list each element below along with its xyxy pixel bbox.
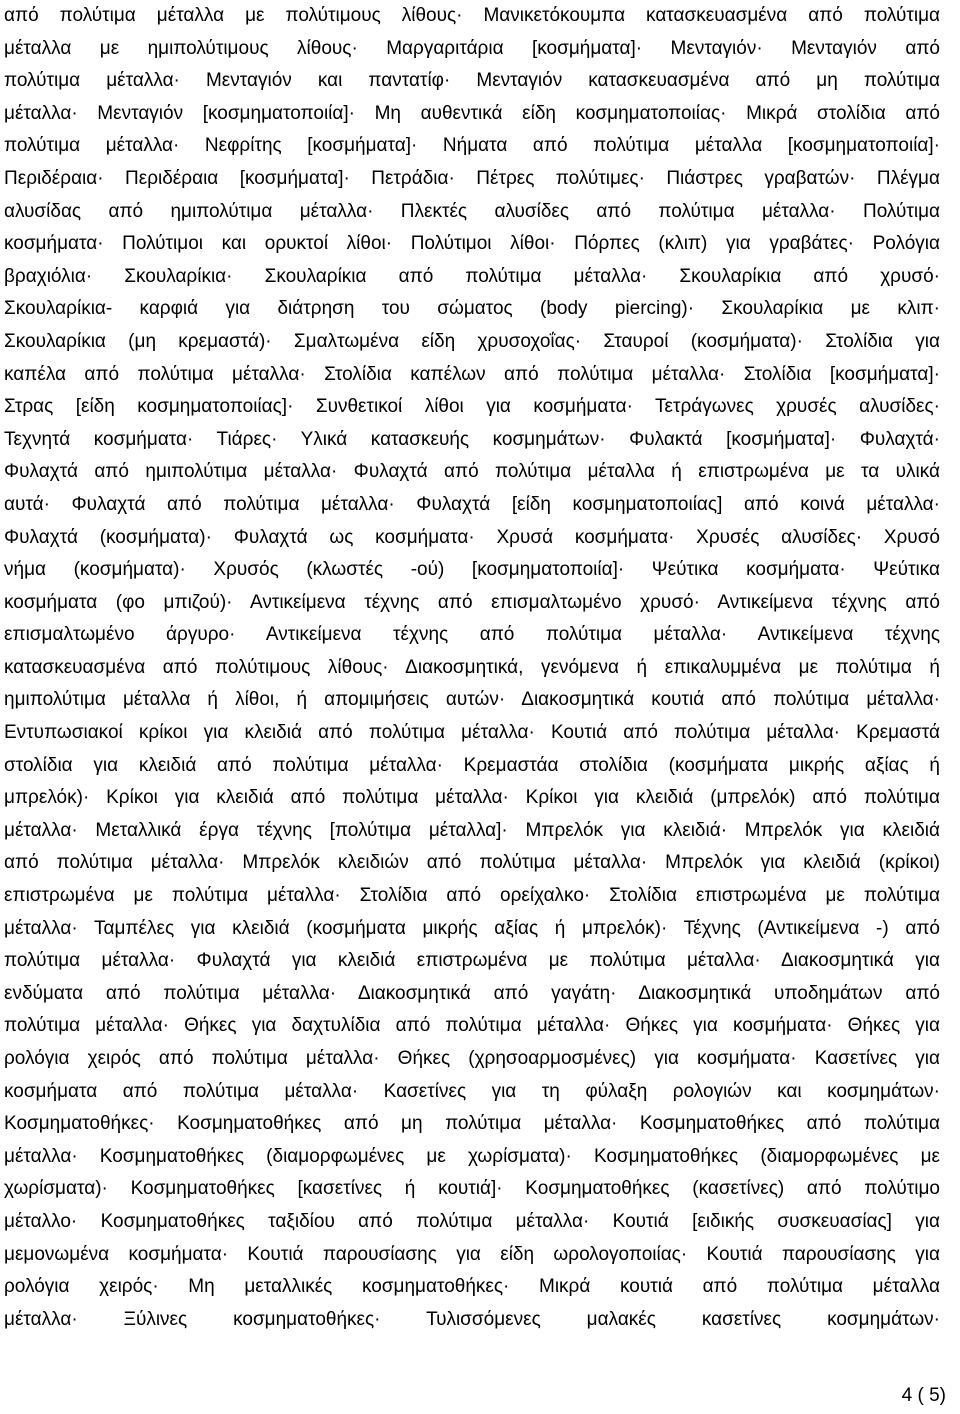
text-line: μέταλλο· Κοσμηματοθήκες ταξιδίου από πολύτιμα μέταλλα· Κουτιά [ειδικής συσκευασίας] για: [4, 1210, 940, 1232]
text-line: ενδύματα από πολύτιμα μέταλλα· Διακοσμητικά από γαγάτη· Διακοσμητικά υποδημάτων από: [4, 982, 940, 1004]
text-line: Φυλαχτά (κοσμήματα)· Φυλαχτά ως κοσμήματα· Χρυσά κοσμήματα· Χρυσές αλυσίδες· Χρυσό: [4, 526, 940, 548]
page-number: 4 ( 5): [901, 1385, 946, 1406]
text-line: από πολύτιμα μέταλλα με πολύτιμους λίθους· Μανικετόκουμπα κατασκευασμένα από πολύτιμα: [4, 5, 940, 26]
text-line: βραχιόλια· Σκουλαρίκια· Σκουλαρίκια από πολύτιμα μέταλλα· Σκουλαρίκια από χρυσό·: [4, 265, 940, 287]
text-line: κοσμήματα· Πολύτιμοι και ορυκτοί λίθοι· Πολύτιμοι λίθοι· Πόρπες (κλιπ) για γραβάτες· Ρολόγια: [4, 233, 940, 255]
text-line: κοσμήματα (φο μπιζού)· Αντικείμενα τέχνης από επισμαλτωμένο χρυσό· Αντικείμενα τέχνης από: [4, 591, 940, 613]
text-line: κατασκευασμένα από πολύτιμους λίθους· Διακοσμητικά, γενόμενα ή επικαλυμμένα με πολύτιμα ή: [4, 656, 940, 678]
text-line: καπέλα από πολύτιμα μέταλλα· Στολίδια καπέλων από πολύτιμα μέταλλα· Στολίδια [κοσμήματα]·: [4, 363, 940, 385]
text-line: μέταλλα· Ξύλινες κοσμηματοθήκες· Τυλισσόμενες μαλακές κασετίνες κοσμημάτων·: [4, 1308, 940, 1330]
text-line: μέταλλα· Μεταλλικά έργα τέχνης [πολύτιμα μέταλλα]· Μπρελόκ για κλειδιά· Μπρελόκ για κλειδιά: [4, 819, 940, 841]
text-line: νήμα (κοσμήματα)· Χρυσός (κλωστές -ού) [κοσμηματοποιία]· Ψεύτικα κοσμήματα· Ψεύτικα: [4, 559, 940, 581]
text-line: Φυλαχτά από ημιπολύτιμα μέταλλα· Φυλαχτά από πολύτιμα μέταλλα ή επιστρωμένα με τα υλικά: [4, 461, 940, 483]
text-line: μέταλλα· Ταμπέλες για κλειδιά (κοσμήματα μικρής αξίας ή μπρελόκ)· Τέχνης (Αντικείμενα -) από: [4, 917, 940, 939]
text-line: από πολύτιμα μέταλλα· Μπρελόκ κλειδιών από πολύτιμα μέταλλα· Μπρελόκ για κλειδιά (κρίκοι): [4, 852, 940, 874]
body-text: [4, 0, 940, 1369]
text-line: ημιπολύτιμα μέταλλα ή λίθοι, ή απομιμήσεις αυτών· Διακοσμητικά κουτιά από πολύτιμα μέταλλα·: [4, 689, 940, 711]
text-line: ρολόγια χειρός· Μη μεταλλικές κοσμηματοθήκες· Μικρά κουτιά από πολύτιμα μέταλλα: [4, 1276, 940, 1298]
text-line: ρολόγια χειρός από πολύτιμα μέταλλα· Θήκες (χρησοαρμοσμένες) για κοσμήματα· Κασετίνες για: [4, 1048, 940, 1069]
text-line: πολύτιμα μέταλλα· Φυλαχτά για κλειδιά επιστρωμένα με πολύτιμα μέταλλα· Διακοσμητικά για: [4, 950, 940, 972]
text-line: μέταλλα με ημιπολύτιμους λίθους· Μαργαριτάρια [κοσμήματα]· Μενταγιόν· Μενταγιόν από: [4, 37, 940, 59]
text-line: μπρελόκ)· Κρίκοι για κλειδιά από πολύτιμα μέταλλα· Κρίκοι για κλειδιά (μπρελόκ) από πολύτιμα: [4, 787, 940, 809]
text-line: πολύτιμα μέταλλα· Νεφρίτης [κοσμήματα]· Νήματα από πολύτιμα μέταλλα [κοσμηματοποιία]·: [4, 135, 940, 157]
text-line: μέταλλα· Κοσμηματοθήκες (διαμορφωμένες με χωρίσματα)· Κοσμηματοθήκες (διαμορφωμένες με: [4, 1145, 940, 1167]
text-line: χωρίσματα)· Κοσμηματοθήκες [κασετίνες ή κουτιά]· Κοσμηματοθήκες (κασετίνες) από πολύτιμο: [4, 1178, 940, 1200]
text-line: επιστρωμένα με πολύτιμα μέταλλα· Στολίδια από ορείχαλκο· Στολίδια επιστρωμένα με πολύτιμα: [4, 885, 940, 907]
text-line: Σκουλαρίκια- καρφιά για διάτρηση του σώματος (body piercing)· Σκουλαρίκια με κλιπ·: [4, 298, 940, 320]
text-line: πολύτιμα μέταλλα· Μενταγιόν και παντατίφ· Μενταγιόν κατασκευασμένα από μη πολύτιμα: [4, 70, 940, 92]
text-line: αλυσίδας από ημιπολύτιμα μέταλλα· Πλεκτές αλυσίδες από πολύτιμα μέταλλα· Πολύτιμα: [4, 200, 940, 222]
text-line: Σκουλαρίκια (μη κρεμαστά)· Σμαλτωμένα είδη χρυσοχοΐας· Σταυροί (κοσμήματα)· Στολίδια για: [4, 330, 940, 352]
text-line: Τεχνητά κοσμήματα· Τιάρες· Υλικά κατασκευής κοσμημάτων· Φυλακτά [κοσμήματα]· Φυλαχτά·: [4, 428, 940, 450]
text-line: μέταλλα· Μενταγιόν [κοσμηματοποιία]· Μη αυθεντικά είδη κοσμηματοποιίας· Μικρά στολίδια από: [4, 102, 940, 124]
text-line: αυτά· Φυλαχτά από πολύτιμα μέταλλα· Φυλαχτά [είδη κοσμηματοποιίας] από κοινά μέταλλα·: [4, 493, 940, 515]
text-line: κοσμήματα από πολύτιμα μέταλλα· Κασετίνες για τη φύλαξη ρολογιών και κοσμημάτων·: [4, 1080, 940, 1102]
text-line: [4, 1336, 940, 1369]
text-line: Περιδέραια· Περιδέραια [κοσμήματα]· Πετράδια· Πέτρες πολύτιμες· Πιάστρες γραβατών· Πλέγμα: [4, 167, 940, 189]
text-line: Κοσμηματοθήκες· Κοσμηματοθήκες από μη πολύτιμα μέταλλα· Κοσμηματοθήκες από πολύτιμα: [4, 1113, 940, 1135]
text-line: πολύτιμα μέταλλα· Θήκες για δαχτυλίδια από πολύτιμα μέταλλα· Θήκες για κοσμήματα· Θήκες για: [4, 1015, 940, 1037]
text-line: στολίδια για κλειδιά από πολύτιμα μέταλλα· Κρεμαστάα στολίδια (κοσμήματα μικρής αξίας ή: [4, 754, 940, 776]
text-line: μεμονωμένα κοσμήματα· Κουτιά παρουσίασης για είδη ωρολογοποιίας· Κουτιά παρουσίασης για: [4, 1243, 940, 1265]
text-line: Στρας [είδη κοσμηματοποιίας]· Συνθετικοί λίθοι για κοσμήματα· Τετράγωνες χρυσές αλυσίδες·: [4, 396, 940, 418]
text-line: Εντυπωσιακοί κρίκοι για κλειδιά από πολύτιμα μέταλλα· Κουτιά από πολύτιμα μέταλλα· Κρεμαστά: [4, 722, 940, 744]
text-line: επισμαλτωμένο άργυρο· Αντικείμενα τέχνης από πολύτιμα μέταλλα· Αντικείμενα τέχνης: [4, 624, 940, 646]
